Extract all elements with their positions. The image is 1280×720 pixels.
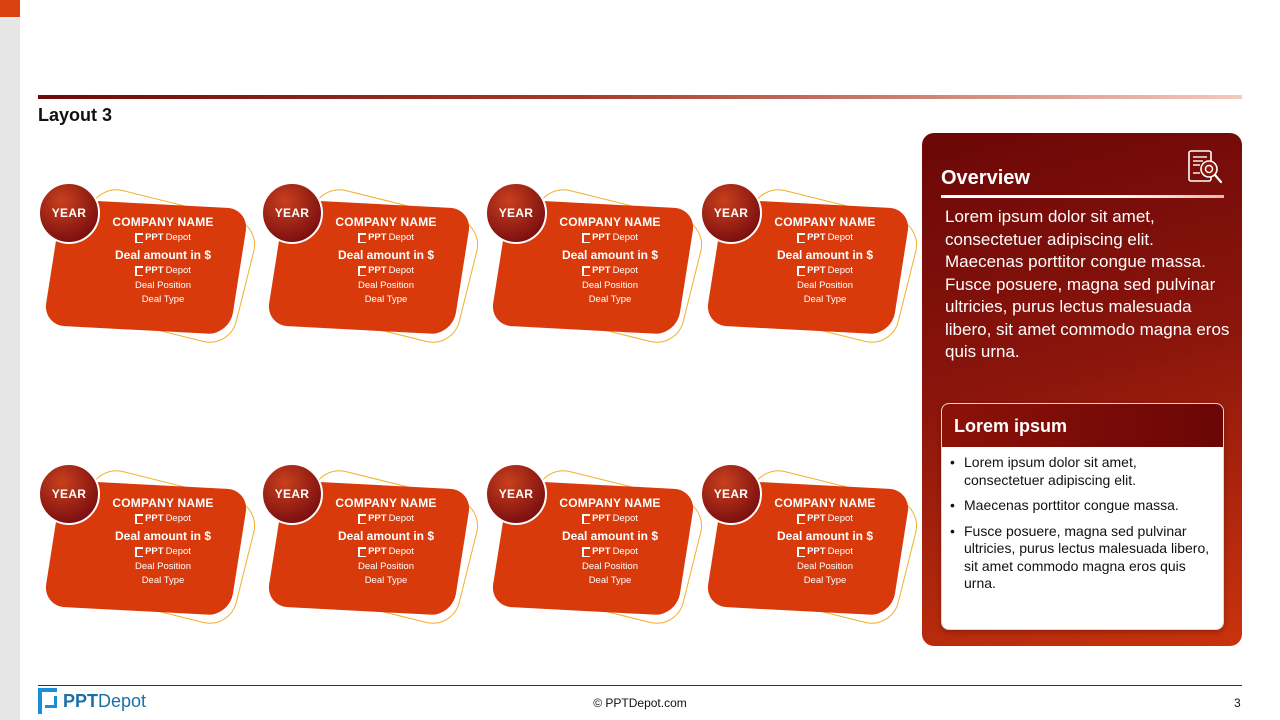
deal-position: Deal Position xyxy=(358,561,414,572)
deal-position: Deal Position xyxy=(135,280,191,291)
deal-type: Deal Type xyxy=(803,575,847,586)
deal-amount: Deal amount in $ xyxy=(337,248,435,262)
logo-light: Depot xyxy=(612,513,638,524)
logo-light: Depot xyxy=(612,546,638,557)
company-logo xyxy=(756,546,894,557)
logo-bold: PPT xyxy=(592,232,611,243)
logo-icon xyxy=(358,514,366,524)
lorem-card xyxy=(941,403,1224,630)
company-name: COMPANY NAME xyxy=(335,496,437,510)
deal-position: Deal Position xyxy=(797,280,853,291)
deal-position: Deal Position xyxy=(358,280,414,291)
year-badge: YEAR xyxy=(38,182,100,244)
copyright-text: © PPTDepot.com xyxy=(593,696,687,710)
company-logo xyxy=(317,265,455,276)
title-divider xyxy=(38,95,1242,99)
company-logo xyxy=(756,513,894,524)
logo-bold: PPT xyxy=(368,232,387,243)
logo-light: Depot xyxy=(165,265,191,276)
year-badge: YEAR xyxy=(700,463,762,525)
logo-icon xyxy=(135,266,143,276)
company-logo xyxy=(94,265,232,276)
logo-light: Depot xyxy=(827,546,853,557)
deal-card[interactable] xyxy=(261,463,476,623)
deal-amount: Deal amount in $ xyxy=(337,529,435,543)
bullet-list xyxy=(942,447,1223,593)
logo-light: Depot xyxy=(612,232,638,243)
logo-icon xyxy=(582,266,590,276)
logo-icon xyxy=(135,233,143,243)
company-logo xyxy=(541,232,679,243)
company-logo xyxy=(317,513,455,524)
deal-amount: Deal amount in $ xyxy=(776,529,874,543)
company-logo xyxy=(317,546,455,557)
logo-bold: PPT xyxy=(145,513,164,524)
company-logo xyxy=(94,232,232,243)
deal-type: Deal Type xyxy=(364,294,408,305)
year-badge: YEAR xyxy=(485,463,547,525)
lorem-card-title: Lorem ipsum xyxy=(942,404,1223,447)
deal-type: Deal Type xyxy=(803,294,847,305)
company-logo xyxy=(541,513,679,524)
deal-card[interactable] xyxy=(38,463,253,623)
logo-light: Depot xyxy=(827,232,853,243)
logo-icon xyxy=(358,266,366,276)
overview-divider xyxy=(941,195,1224,198)
company-name: COMPANY NAME xyxy=(112,215,214,229)
logo-light: Depot xyxy=(165,232,191,243)
company-name: COMPANY NAME xyxy=(559,496,661,510)
logo-icon xyxy=(797,547,805,557)
overview-panel xyxy=(922,133,1242,646)
logo-icon xyxy=(582,514,590,524)
logo-bold: PPT xyxy=(592,513,611,524)
overview-title: Overview xyxy=(941,167,1030,189)
deal-amount: Deal amount in $ xyxy=(114,529,212,543)
year-badge: YEAR xyxy=(261,463,323,525)
logo-icon xyxy=(797,233,805,243)
year-badge: YEAR xyxy=(485,182,547,244)
logo-bold: PPT xyxy=(145,265,164,276)
deal-position: Deal Position xyxy=(797,561,853,572)
company-logo xyxy=(756,265,894,276)
logo-light: Depot xyxy=(165,546,191,557)
deal-type: Deal Type xyxy=(141,294,185,305)
document-search-icon xyxy=(1186,148,1224,186)
deal-type: Deal Type xyxy=(588,294,632,305)
company-logo xyxy=(94,513,232,524)
bullet-item: • Fusce posuere, magna sed pulvinar ultricies, purus lectus malesuada libero, sit amet commodo magna eros quis urna. xyxy=(950,523,1211,593)
logo-bold: PPT xyxy=(592,546,611,557)
brand-bold: PPT xyxy=(63,690,99,711)
deal-card[interactable] xyxy=(485,182,700,342)
logo-icon xyxy=(582,233,590,243)
logo-icon xyxy=(582,547,590,557)
logo-light: Depot xyxy=(388,546,414,557)
bullet-item: • Lorem ipsum dolor sit amet, consectetuer adipiscing elit. xyxy=(950,454,1211,489)
corner-accent xyxy=(0,0,20,17)
company-logo xyxy=(541,546,679,557)
logo-icon xyxy=(135,547,143,557)
deal-amount: Deal amount in $ xyxy=(561,248,659,262)
overview-text: Lorem ipsum dolor sit amet, consectetuer adipiscing elit. Maecenas porttitor congue massa. Fusce posuere, magna sed pulvinar ultricies, purus lectus malesuada libero, sit amet commodo magna eros quis urna. xyxy=(945,207,1230,361)
logo-light: Depot xyxy=(827,513,853,524)
deal-card[interactable] xyxy=(700,463,915,623)
logo-bold: PPT xyxy=(807,513,826,524)
logo-light: Depot xyxy=(827,265,853,276)
logo-icon xyxy=(135,514,143,524)
logo-bold: PPT xyxy=(807,232,826,243)
year-badge: YEAR xyxy=(700,182,762,244)
logo-light: Depot xyxy=(388,265,414,276)
deal-position: Deal Position xyxy=(582,561,638,572)
logo-light: Depot xyxy=(165,513,191,524)
deal-amount: Deal amount in $ xyxy=(561,529,659,543)
year-badge: YEAR xyxy=(261,182,323,244)
year-badge: YEAR xyxy=(38,463,100,525)
page-number: 3 xyxy=(1234,696,1241,710)
deal-card[interactable] xyxy=(700,182,915,342)
logo-bold: PPT xyxy=(368,265,387,276)
deal-type: Deal Type xyxy=(588,575,632,586)
logo-icon xyxy=(797,514,805,524)
deal-card[interactable] xyxy=(485,463,700,623)
logo-light: Depot xyxy=(388,232,414,243)
company-name: COMPANY NAME xyxy=(774,496,876,510)
company-logo xyxy=(317,232,455,243)
company-logo xyxy=(756,232,894,243)
deal-amount: Deal amount in $ xyxy=(776,248,874,262)
deal-position: Deal Position xyxy=(582,280,638,291)
logo-bold: PPT xyxy=(145,232,164,243)
left-margin-strip xyxy=(0,0,20,720)
logo-bold: PPT xyxy=(807,546,826,557)
logo-icon xyxy=(358,547,366,557)
company-name: COMPANY NAME xyxy=(774,215,876,229)
logo-bold: PPT xyxy=(368,546,387,557)
logo-bold: PPT xyxy=(592,265,611,276)
deal-card[interactable] xyxy=(38,182,253,342)
deal-card[interactable] xyxy=(261,182,476,342)
logo-bold: PPT xyxy=(368,513,387,524)
slide-title: Layout 3 xyxy=(38,105,113,125)
deal-type: Deal Type xyxy=(141,575,185,586)
footer-divider xyxy=(38,685,1242,686)
company-name: COMPANY NAME xyxy=(335,215,437,229)
company-logo xyxy=(94,546,232,557)
logo-light: Depot xyxy=(388,513,414,524)
deal-amount: Deal amount in $ xyxy=(114,248,212,262)
company-name: COMPANY NAME xyxy=(112,496,214,510)
logo-icon xyxy=(797,266,805,276)
logo-light: Depot xyxy=(612,265,638,276)
company-logo xyxy=(541,265,679,276)
brand-light: Depot xyxy=(98,690,147,711)
deal-type: Deal Type xyxy=(364,575,408,586)
bullet-item: • Maecenas porttitor congue massa. xyxy=(950,497,1211,515)
company-name: COMPANY NAME xyxy=(559,215,661,229)
logo-bold: PPT xyxy=(807,265,826,276)
logo-bold: PPT xyxy=(145,546,164,557)
logo-icon xyxy=(358,233,366,243)
deal-position: Deal Position xyxy=(135,561,191,572)
